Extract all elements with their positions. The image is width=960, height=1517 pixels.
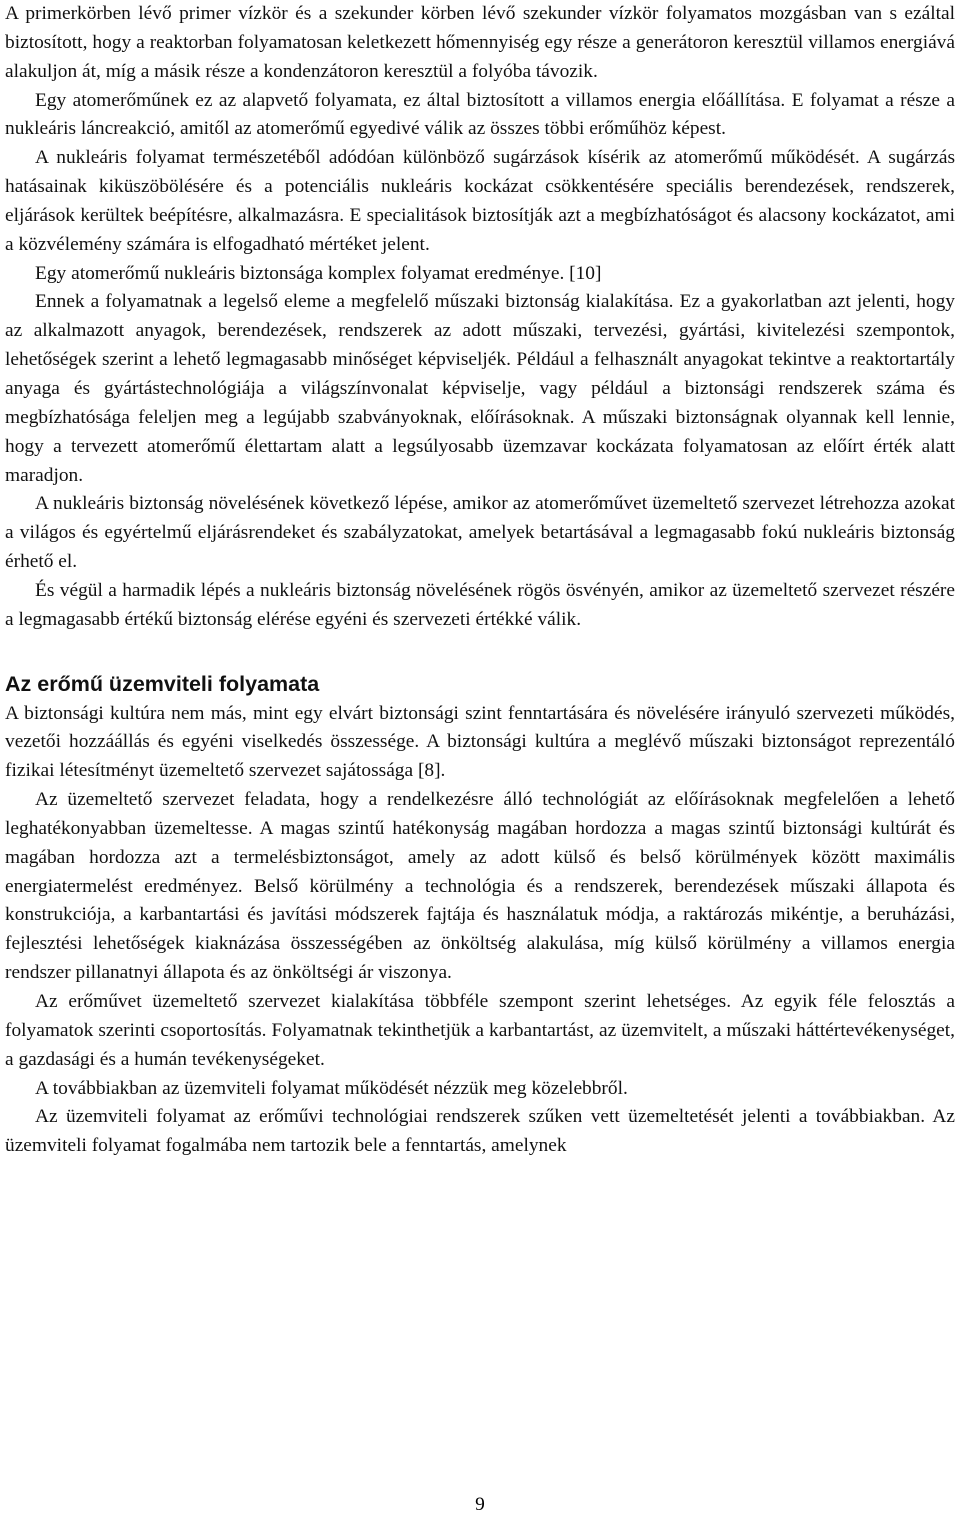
paragraph-operator-task: Az üzemeltető szervezet feladata, hogy a rendelkezésre álló technológiát az előírásoknak megfelelően a lehető leghatékonyabban üzemeltesse. A magas szintű hatékonyság magában hordozza a magas szintű biztonsági kultúrát és magában hordozza azt a termelésbiztonságot, amely az adott külső és belső körülmények között maximális energiatermelést eredményez. Belső körülmény a technológia és a rendszerek, berendezések műszaki állapota és konstrukciója, a karbantartási és javítási módszerek fajtája és használatuk módja, a raktározás mikéntje, a beruházási, fejlesztési lehetőségek kiaknázása összességében az önköltség alakulása, míg külső körülmény a villamos energia rendszer pillanatnyi állapota és az önköltségi ár viszonya. <box>5 789 955 984</box>
paragraph-organization: Az erőművet üzemeltető szervezet kialakítása többféle szempont szerint lehetséges. Az egyik féle felosztás a folyamatok szerinti csoportosítás. Folyamatnak tekinthetjük a karbantartást, az üzemvitelt, a műszaki háttértevékenységet, a gazdasági és a humán tevékenységeket. <box>5 991 955 1070</box>
paragraph-text: A sugárzás hatásainak kiküszöbölésére és a potenciális nukleáris kockázat csökkentésére speciális berendezések, rendszerek, eljárások kerültek beépítésre, alkalmazásra. E specialitások biztosítják azt a megbízhatóságot és alacsony kockázatot, ami a közvélemény számára is elfogadható mértéket jelent. <box>5 147 955 255</box>
paragraph-basic-process <box>5 87 955 145</box>
paragraph-operation-process: Az üzemviteli folyamat az erőművi technológiai rendszerek szűken vett üzemeltetését jelenti a továbbiakban. Az üzemviteli folyamat fogalmába nem tartozik bele a fenntartás, amelynek <box>5 1106 955 1157</box>
paragraph-primary-circuit: A primerkörben lévő primer vízkör és a szekunder körben lévő szekunder vízkör folyamatos mozgásban van s ezáltal biztosított, hogy a reaktorban folyamatosan keletkezett hőmennyiség egy része a generátoron keresztül villamos energiává alakuljon át, míg a másik része a kondenzátoron keresztül a folyóba távozik. <box>5 3 955 82</box>
paragraph-technical-safety <box>5 288 955 490</box>
paragraph-safety-culture: A biztonsági kultúra nem más, mint egy elvárt biztonsági szint fenntartására és növelésére irányuló szervezeti működés, vezetői hozzáállás és egyéni viselkedés összessége. A biztonsági kultúra a meglévő műszaki biztonságot reprezentáló fizikai létesítményt üzemeltető szervezet sajátossága [8]. <box>5 702 955 782</box>
page-number: 9 <box>475 1494 485 1515</box>
section-heading: Az erőmű üzemviteli folyamata <box>5 671 320 696</box>
paragraph-further: A továbbiakban az üzemviteli folyamat működését nézzük meg közelebbről. <box>35 1077 628 1099</box>
paragraph-text: Ennek a folyamatnak a legelső eleme a megfelelő műszaki biztonság kialakítása. <box>35 291 674 313</box>
paragraph-next-step: A nukleáris biztonság növelésének következő lépése, amikor az atomerőművet üzemeltető szervezet létrehozza azokat a világos és egyértelmű eljárásrendeket és szabályzatokat, amelyek betartásával a legmagasabb fokú nukleáris biztonság érhető el. <box>5 493 955 573</box>
paragraph-text: Ez a gyakorlatban azt jelenti, hogy az alkalmazott anyagok, berendezések, rendszerek az adott műszaki, tervezési, gyártási, kivitelezési szempontok, lehetőségek szerint a lehető legmagasabb minőséget képviseljék. Például a felhasznált anyagokat tekintve a reaktortartály anyaga és gyártástechnológiája a világszínvonalat képviselje, vagy például a biztonsági rendszerek száma és megbízhatósága feleljen meg a legújabb szabványoknak, előírásoknak. A műszaki biztonságnak olyannak kell lennie, hogy a tervezett atomerőmű élettartam alatt a legsúlyosabb üzemzavar kockázata folyamatosan az előírt érték alatt maradjon. <box>5 291 955 486</box>
paragraph-nuclear-safety: Egy atomerőmű nukleáris biztonsága komplex folyamat eredménye. [10] <box>35 262 602 284</box>
paragraph-text: Egy atomerőműnek ez az alapvető folyamata, ez által biztosított a villamos energia előállítása. <box>35 89 786 111</box>
paragraph-text: E folyamat a része a nukleáris láncreakció, amitől az atomerőmű egyedivé válik az összes többi erőműhöz képest. <box>5 89 955 140</box>
paragraph-radiation <box>5 144 955 259</box>
paragraph-third-step: És végül a harmadik lépés a nukleáris biztonság növelésének rögös ösvényén, amikor az üzemeltető szervezet részére a legmagasabb értékű biztonság elérése egyéni és szervezeti értékké válik. <box>5 579 955 630</box>
paragraph-text: A nukleáris folyamat természetéből adódóan különböző sugárzások kísérik az atomerőmű működését. <box>35 147 860 169</box>
document-page <box>5 0 955 1517</box>
